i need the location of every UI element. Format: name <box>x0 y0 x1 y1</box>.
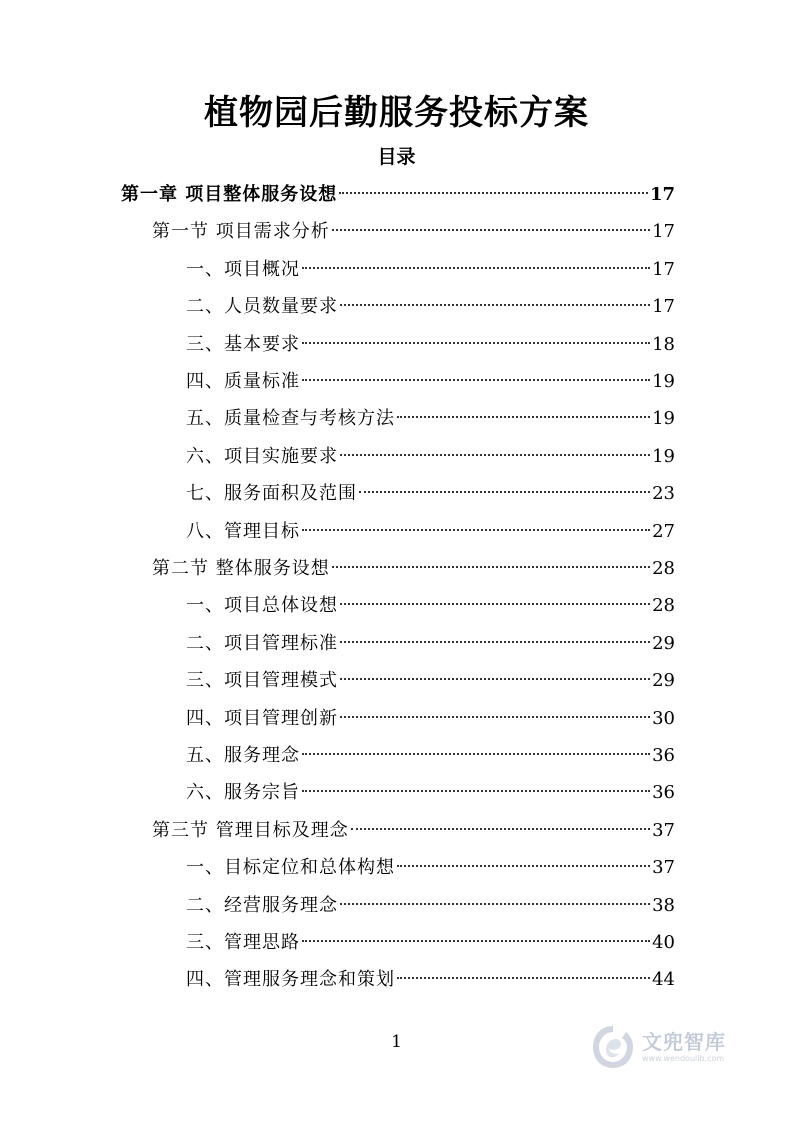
toc-dot-leader <box>302 379 650 381</box>
toc-entry-page: 44 <box>652 969 675 991</box>
wendou-logo-icon <box>588 1022 638 1072</box>
watermark-name: 文兜智库 <box>642 1030 726 1054</box>
toc-entry-label: 八、管理目标 <box>186 520 300 542</box>
toc-entry[interactable] <box>186 700 675 737</box>
toc-entry-label: 二、人员数量要求 <box>186 296 338 318</box>
toc-entry-page: 28 <box>652 558 675 579</box>
toc-entry[interactable] <box>186 961 675 998</box>
toc-dot-leader <box>359 491 650 493</box>
toc-entry[interactable] <box>186 326 675 363</box>
toc-entry-page: 40 <box>652 932 675 953</box>
toc-dot-leader <box>302 940 650 942</box>
toc-dot-leader <box>340 678 650 680</box>
toc-dot-leader <box>332 566 650 568</box>
toc-dot-leader <box>397 416 650 418</box>
toc-dot-leader <box>340 454 650 456</box>
toc-dot-leader <box>340 903 650 905</box>
toc-entry-label: 第三节 管理目标及理念 <box>152 819 349 841</box>
toc-entry[interactable] <box>121 176 675 213</box>
toc-heading: 目录 <box>377 146 416 168</box>
toc-entry-label: 二、项目管理标准 <box>186 632 338 654</box>
toc-entry[interactable] <box>186 887 675 924</box>
toc-entry[interactable] <box>186 774 675 811</box>
toc-entry-page: 17 <box>649 184 675 205</box>
toc-entry-label: 三、基本要求 <box>186 333 300 355</box>
toc-dot-leader <box>302 267 650 269</box>
toc-dot-leader <box>302 529 650 531</box>
page-number: 1 <box>391 1032 402 1052</box>
toc-dot-leader <box>351 828 650 830</box>
toc-entry-page: 19 <box>652 445 675 467</box>
toc-entry-label: 三、项目管理模式 <box>186 670 338 692</box>
toc-entry-page: 19 <box>652 371 675 392</box>
toc-entry[interactable] <box>186 288 675 325</box>
toc-entry-page: 28 <box>652 595 675 617</box>
toc-entry-label: 第二节 整体服务设想 <box>152 558 330 579</box>
toc-entry[interactable] <box>186 251 675 288</box>
toc-dot-leader <box>302 342 650 344</box>
toc-entry[interactable] <box>186 662 675 699</box>
toc-entry[interactable] <box>186 513 675 550</box>
document-title: 植物园后勤服务投标方案 <box>204 93 589 133</box>
toc-entry[interactable] <box>186 475 675 512</box>
toc-dot-leader <box>397 977 650 979</box>
toc-entry-label: 四、质量标准 <box>186 371 300 392</box>
toc-entry-label: 七、服务面积及范围 <box>186 483 357 505</box>
toc-entry[interactable] <box>186 400 675 437</box>
toc-entry-label: 六、项目实施要求 <box>186 445 338 467</box>
toc-dot-leader <box>302 753 650 755</box>
toc-entry[interactable] <box>186 625 675 662</box>
toc-dot-leader <box>397 865 650 867</box>
toc-entry[interactable] <box>152 812 675 849</box>
toc-entry-page: 29 <box>652 670 675 692</box>
toc-entry-page: 30 <box>652 707 675 729</box>
toc-entry-label: 一、项目总体设想 <box>186 595 338 617</box>
toc-entry-label: 四、管理服务理念和策划 <box>186 969 395 991</box>
toc-entry-page: 18 <box>652 333 675 355</box>
toc-dot-leader <box>302 790 650 792</box>
toc-entry[interactable] <box>186 849 675 886</box>
toc-entry-label: 五、服务理念 <box>186 745 300 766</box>
toc-entry-page: 37 <box>652 819 675 841</box>
toc-entry[interactable] <box>186 924 675 961</box>
toc-entry-label: 二、经营服务理念 <box>186 894 338 916</box>
toc-dot-leader <box>340 641 650 643</box>
toc-entry-page: 17 <box>652 296 675 318</box>
toc-entry-page: 29 <box>652 632 675 654</box>
toc-entry-page: 37 <box>652 857 675 879</box>
toc-entry-page: 38 <box>652 894 675 916</box>
toc-entry-page: 36 <box>652 745 675 766</box>
toc-entry-label: 第一节 项目需求分析 <box>152 221 330 243</box>
toc-dot-leader <box>339 192 648 194</box>
watermark <box>588 1018 758 1076</box>
watermark-url: www.wendoulib.com <box>642 1054 725 1063</box>
toc-dot-leader <box>340 304 650 306</box>
toc-entry-label: 一、项目概况 <box>186 258 300 280</box>
toc-entry-label: 三、管理思路 <box>186 932 300 953</box>
toc-entry-page: 23 <box>652 483 675 505</box>
toc-entry-page: 19 <box>652 408 675 430</box>
toc-entry-page: 17 <box>652 221 675 243</box>
toc-entry-label: 第一章 项目整体服务设想 <box>121 184 338 205</box>
toc-entry-label: 五、质量检查与考核方法 <box>186 408 395 430</box>
toc-entry[interactable] <box>186 363 675 400</box>
toc-entry[interactable] <box>186 438 675 475</box>
toc-entry-label: 一、目标定位和总体构想 <box>186 857 395 879</box>
toc-dot-leader <box>340 603 650 605</box>
toc-entry-page: 17 <box>652 258 675 280</box>
toc-entry[interactable] <box>152 550 675 587</box>
toc-dot-leader <box>332 229 650 231</box>
toc-entry[interactable] <box>152 213 675 250</box>
toc-entry-page: 27 <box>652 520 675 542</box>
toc-entry[interactable] <box>186 587 675 624</box>
toc-entry-page: 36 <box>652 782 675 804</box>
toc-entry[interactable] <box>186 737 675 774</box>
toc-entry-label: 六、服务宗旨 <box>186 782 300 804</box>
toc-entry-label: 四、项目管理创新 <box>186 707 338 729</box>
toc-dot-leader <box>340 716 650 718</box>
